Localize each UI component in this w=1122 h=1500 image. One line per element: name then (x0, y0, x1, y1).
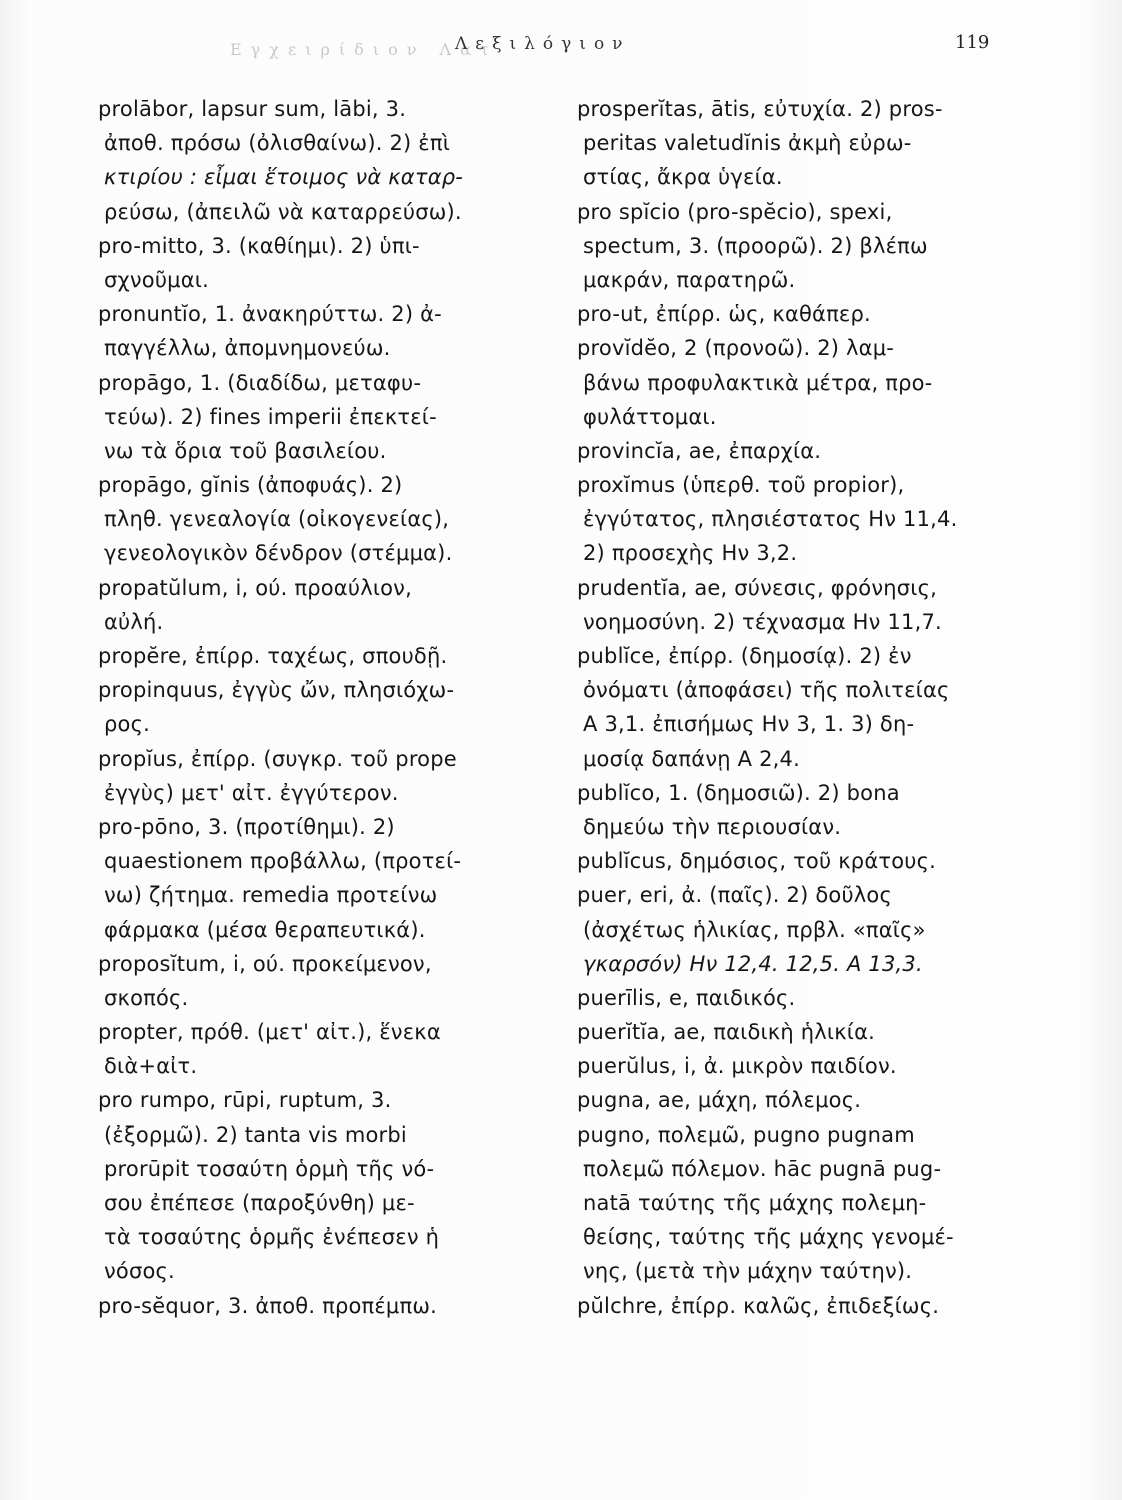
text-line: ἐγγύτατος, πλησιέστατος Ην 11,4. (583, 507, 958, 532)
page-header (0, 34, 1122, 60)
text-line: pugna, ae, μάχη, πόλεμος. (577, 1088, 862, 1113)
text-line: νω τὰ ὅρια τοῦ βασιλείου. (104, 438, 387, 463)
bleed-through-text: Εγχειρίδιον Λατ (230, 40, 498, 59)
text-line: pro-ut, ἐπίρρ. ὡς, καθάπερ. (577, 302, 871, 327)
text-line: prosperĭtas, ātis, εὐτυχία. 2) pros- (577, 97, 943, 121)
text-line: ὀνόματι (ἀποφάσει) τῆς πολιτείας (583, 678, 950, 703)
text-line: φυλάττομαι. (583, 404, 717, 429)
left-column (98, 92, 548, 1323)
text-line: propatŭlum, i, ού. προαύλιον, (98, 575, 412, 600)
text-line: pro-pōno, 3. (προτίθημι). 2) (98, 814, 395, 839)
text-line: natā ταύτης τῆς μάχης πολεμη- (583, 1191, 927, 1215)
text-line: propter, πρόθ. (μετ' αἰτ.), ἕνεκα (98, 1020, 441, 1045)
text-line: prorūpit τοσαύτη ὁρμὴ τῆς νό- (104, 1156, 435, 1181)
text-line: γενεολογικὸν δένδρον (στέμμα). (104, 541, 453, 566)
text-line: γκαρσόν) Ην 12,4. 12,5. Α 13,3. (583, 951, 923, 976)
text-line: πολεμῶ πόλεμον. hāc pugnā pug- (583, 1156, 942, 1181)
text-line: σκοπός. (104, 985, 189, 1010)
text-line: puerīlis, e, παιδικός. (577, 985, 796, 1010)
text-line: proposĭtum, i, ού. προκείμενον, (98, 951, 432, 976)
text-line: pro rumpo, rūpi, ruptum, 3. (98, 1088, 392, 1113)
text-line: publĭcus, δημόσιος, τοῦ κράτους. (577, 849, 937, 874)
right-column (577, 92, 997, 1323)
text-line: spectum, 3. (προορῶ). 2) βλέπω (583, 233, 928, 258)
page-number: 119 (955, 32, 990, 53)
text-line: propāgo, 1. (διαδίδω, μεταφυ- (98, 370, 422, 395)
text-line: πληθ. γενεαλογία (οἰκογενείας), (104, 507, 450, 532)
text-line: pronuntĭo, 1. ἀνακηρύττω. 2) ἀ- (98, 302, 442, 327)
text-line: σου ἐπέπεσε (παροξύνθη) με- (104, 1191, 415, 1215)
text-line: νης, (μετὰ τὴν μάχην ταύτην). (583, 1259, 913, 1284)
text-line: provĭdĕo, 2 (προνοῶ). 2) λαμ- (577, 336, 895, 361)
text-line: prudentĭa, ae, σύνεσις, φρόνησις, (577, 575, 937, 600)
text-line: publĭce, ἐπίρρ. (δημοσίᾳ). 2) ἐν (577, 644, 912, 668)
text-line: propĕre, ἐπίρρ. ταχέως, σπουδῇ. (98, 644, 448, 668)
text-line: publĭco, 1. (δημοσιῶ). 2) bona (577, 780, 900, 805)
text-line: provincĭa, ae, ἐπαρχία. (577, 438, 822, 463)
text-line: ρεύσω, (ἀπειλῶ νὰ καταρρεύσω). (104, 199, 462, 224)
text-line: propāgo, gĭnis (ἀποφυάς). 2) (98, 473, 403, 498)
text-line: puerĭtĭa, ae, παιδικὴ ἡλικία. (577, 1020, 876, 1045)
text-line: νω) ζήτημα. remedia προτείνω (104, 883, 438, 908)
text-line: propĭus, ἐπίρρ. (συγκρ. τοῦ prope (98, 746, 457, 771)
text-line: ἐγγὺς) μετ' αἰτ. ἐγγύτερον. (104, 780, 399, 805)
running-title: Λεξιλόγιον (455, 34, 631, 54)
text-line: puer, eri, ἀ. (παῖς). 2) δοῦλος (577, 883, 893, 908)
text-line: μακράν, παρατηρῶ. (583, 267, 796, 292)
text-line: τεύω). 2) fines imperii ἐπεκτεί- (104, 404, 437, 429)
text-line: αὐλή. (104, 609, 164, 634)
text-line: παγγέλλω, ἀπομνημονεύω. (104, 336, 391, 361)
text-line: puerŭlus, i, ἀ. μικρὸν παιδίον. (577, 1054, 897, 1079)
text-line: μοσίᾳ δαπάνῃ Α 2,4. (583, 746, 800, 771)
text-line: σχνοῦμαι. (104, 267, 209, 292)
text-line: prolābor, lapsur sum, lābi, 3. (98, 97, 407, 121)
text-line: Α 3,1. ἐπισήμως Ην 3, 1. 3) δη- (583, 712, 915, 737)
text-line: ἀποθ. πρόσω (ὀλισθαίνω). 2) ἐπὶ (104, 131, 450, 156)
text-line: pro spĭcio (pro-spĕcio), spexi, (577, 199, 893, 224)
text-line: pro-mitto, 3. (καθίημι). 2) ὑπι- (98, 233, 420, 258)
text-line: τὰ τοσαύτης ὁρμῆς ἐνέπεσεν ἡ (104, 1225, 440, 1250)
text-line: φάρμακα (μέσα θεραπευτικά). (104, 917, 426, 942)
text-line: βάνω προφυλακτικὰ μέτρα, προ- (583, 370, 933, 395)
text-line: pro-sĕquor, 3. ἀποθ. προπέμπω. (98, 1293, 437, 1318)
text-line: ρος. (104, 712, 150, 737)
text-line: νοημοσύνη. 2) τέχνασμα Ην 11,7. (583, 609, 942, 634)
text-line: (ἀσχέτως ἡλικίας, πρβλ. «παῖς» (583, 917, 926, 942)
text-line: νόσος. (104, 1259, 175, 1284)
text-line: στίας, ἄκρα ὑγεία. (583, 165, 783, 190)
text-line: pŭlchre, ἐπίρρ. καλῶς, ἐπιδεξίως. (577, 1293, 940, 1318)
text-line: quaestionem προβάλλω, (προτεί- (104, 849, 462, 874)
text-line: pugno, πολεμῶ, pugno pugnam (577, 1122, 915, 1147)
text-line: propinquus, ἐγγὺς ὤν, πλησιόχω- (98, 678, 455, 703)
text-line: (ἐξορμῶ). 2) tanta vis morbi (104, 1122, 407, 1147)
text-line: proxĭmus (ὑπερθ. τοῦ propior), (577, 473, 905, 498)
text-line: 2) προσεχὴς Ην 3,2. (583, 541, 798, 566)
text-line: θείσης, ταύτης τῆς μάχης γενομέ- (583, 1225, 954, 1250)
text-line: διὰ+αἰτ. (104, 1054, 198, 1079)
text-line: peritas valetudĭnis ἀκμὴ εὐρω- (583, 131, 912, 156)
text-line: κτιρίου : εἶμαι ἕτοιμος νὰ καταρ- (104, 165, 464, 190)
text-line: δημεύω τὴν περιουσίαν. (583, 814, 842, 839)
